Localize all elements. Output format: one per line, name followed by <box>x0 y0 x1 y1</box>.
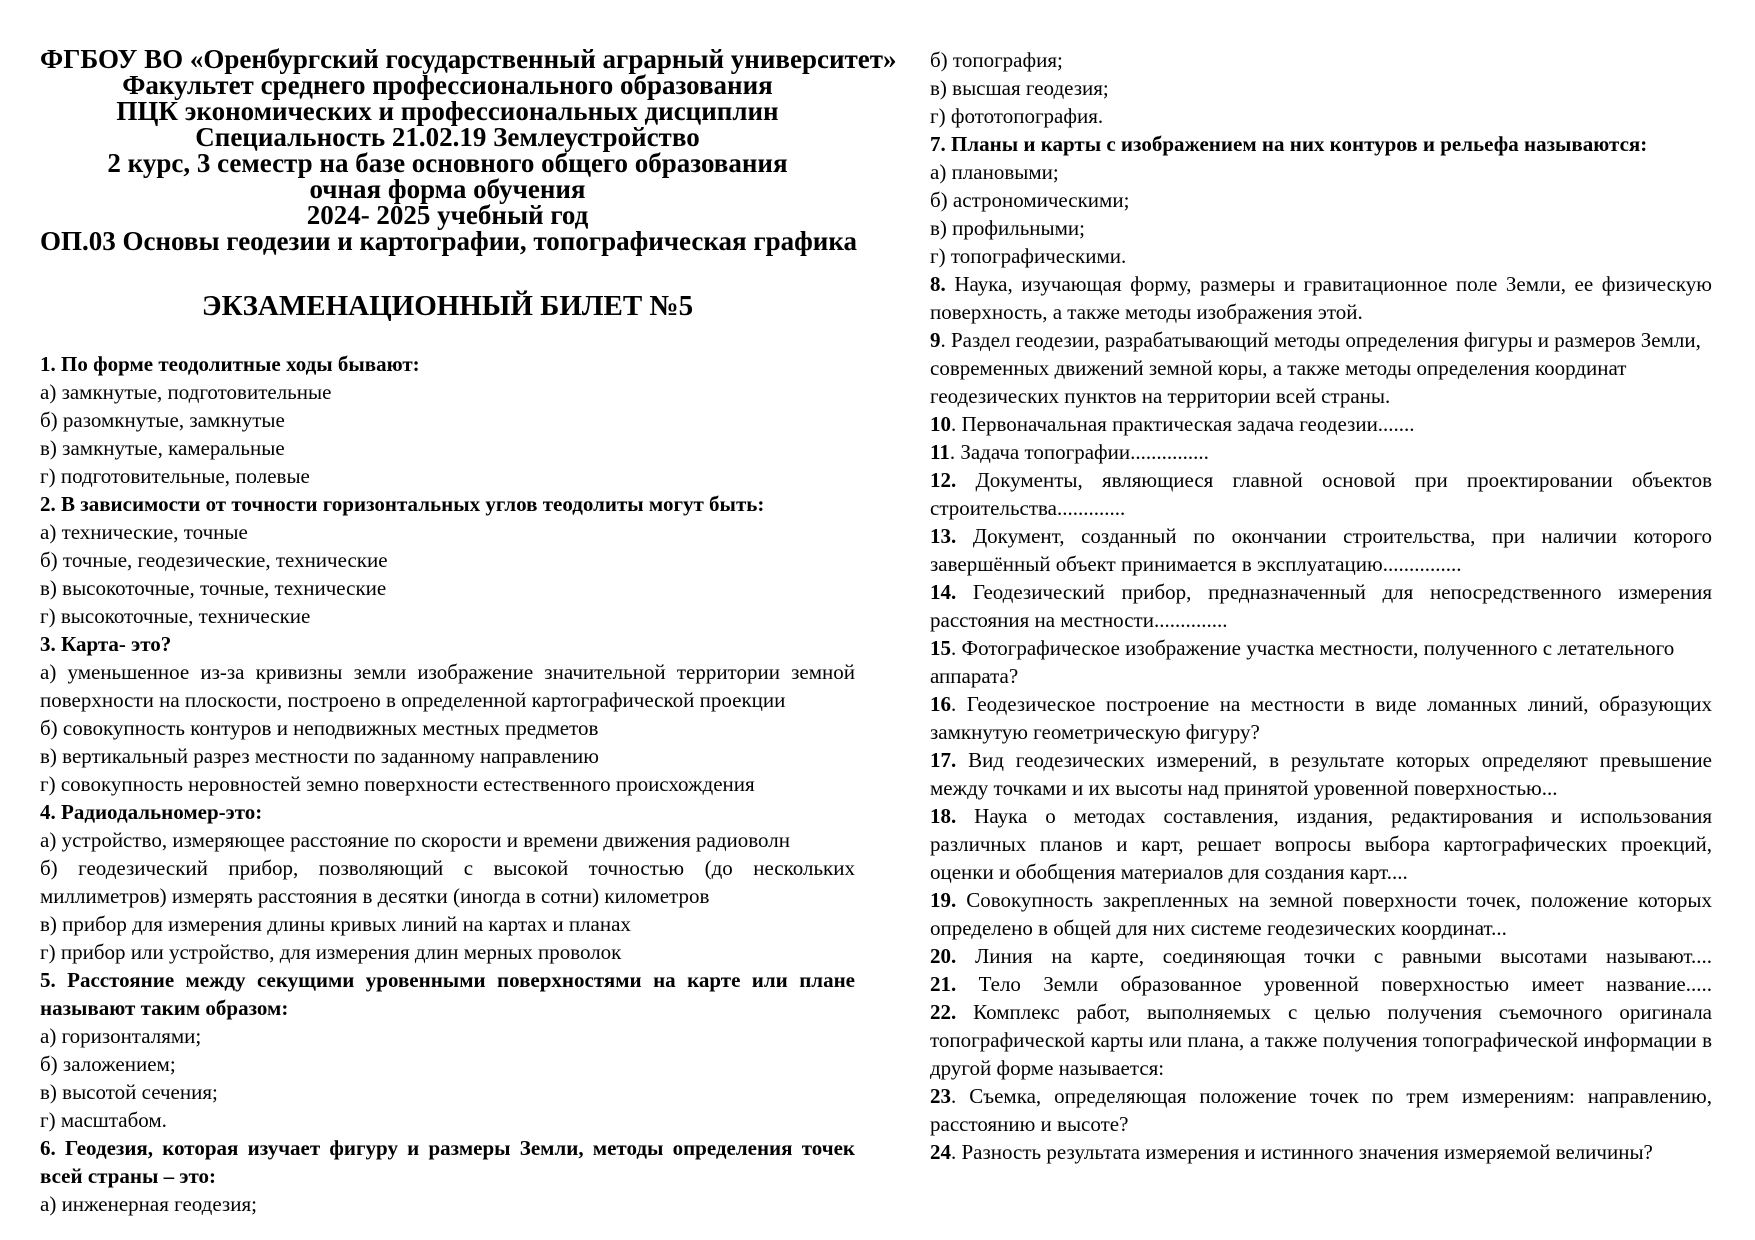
answer-option: г) топографическими. <box>930 244 1127 268</box>
question-number: 23 <box>930 1084 951 1108</box>
question-number: 16 <box>930 692 951 716</box>
left-column <box>40 44 897 1218</box>
answer-option: г) прибор или устройство, для измерения длин мерных проволок <box>40 940 622 964</box>
header-line: очная форма обучения <box>309 174 586 204</box>
question-text: Совокупность закрепленных на земной поверхности точек, положение которых определено в общей для них системе геодезических координат... <box>930 888 1712 940</box>
question-heading: 6. Геодезия, которая изучает фигуру и размеры Земли, методы определения точек всей страны – это: <box>40 1136 855 1188</box>
question-number: 14. <box>930 580 957 604</box>
question-item <box>930 270 1712 326</box>
question-text: Геодезический прибор, предназначенный для непосредственного измерения расстояния на местности.............. <box>930 580 1712 632</box>
question-number: 20. <box>930 944 957 968</box>
question-text: . Первоначальная практическая задача геодезии....... <box>951 412 1415 436</box>
question-item <box>930 578 1712 634</box>
question-item <box>930 802 1712 886</box>
question-item <box>930 746 1712 802</box>
question-item <box>930 886 1712 942</box>
answer-option: а) замкнутые, подготовительные <box>40 380 332 404</box>
question-item <box>930 1138 1712 1166</box>
question-text: . Фотографическое изображение участка местности, полученного с летательного аппарата? <box>930 636 1675 688</box>
question-number: 18. <box>930 804 957 828</box>
right-column <box>930 46 1712 1218</box>
answer-option: в) высотой сечения; <box>40 1080 218 1104</box>
question-number: 17. <box>930 748 957 772</box>
question-item <box>930 410 1712 438</box>
question-text: Наука, изучающая форму, размеры и гравитационное поле Земли, ее физическую поверхность, а также методы изображения этой. <box>930 272 1712 324</box>
question-item <box>930 970 1712 998</box>
question-heading: 7. Планы и карты с изображением на них контуров и рельефа называются: <box>930 132 1648 156</box>
question-text: . Геодезическое построение на местности в виде ломанных линий, образующих замкнутую геометрическую фигуру? <box>930 692 1712 744</box>
answer-option: а) плановыми; <box>930 160 1059 184</box>
answer-option: б) заложением; <box>40 1052 176 1076</box>
header-line: ФГБОУ ВО «Оренбургский государственный аграрный университет» <box>40 44 897 74</box>
question-number: 12. <box>930 468 957 492</box>
question-number: 21. <box>930 972 957 996</box>
answer-option: б) топография; <box>930 48 1063 72</box>
question-text: Документы, являющиеся главной основой при проектировании объектов строительства............. <box>930 468 1712 520</box>
question-text: Документ, созданный по окончании строительства, при наличии которого завершённый объект принимается в эксплуатацию............... <box>930 524 1712 576</box>
answer-option: в) замкнутые, камеральные <box>40 436 285 460</box>
question-number: 19. <box>930 888 957 912</box>
answer-option: г) фототопография. <box>930 104 1104 128</box>
header-line: Специальность 21.02.19 Землеустройство <box>195 122 700 152</box>
answer-option: г) высокоточные, технические <box>40 604 311 628</box>
question-item <box>930 466 1712 522</box>
question-text: Комплекс работ, выполняемых с целью получения съемочного оригинала топографической карты или плана, а также получения топографической информации в другой форме называется: <box>930 1000 1712 1080</box>
question-text: Тело Земли образованное уровенной поверхностью имеет название..... <box>956 972 1712 996</box>
answer-option: б) геодезический прибор, позволяющий с высокой точностью (до нескольких миллиметров) измерять расстояния в десятки (иногда в сотни) километров <box>40 856 855 908</box>
answer-option: а) уменьшенное из-за кривизны земли изображение значительной территории земной поверхности на плоскости, построено в определенной картографической проекции <box>40 660 855 712</box>
question-text: Вид геодезических измерений, в результате которых определяют превышение между точками и их высоты над принятой уровенной поверхностью... <box>930 748 1712 800</box>
answer-option: а) устройство, измеряющее расстояние по скорости и времени движения радиоволн <box>40 828 791 852</box>
question-text: . Раздел геодезии, разрабатывающий методы определения фигуры и размеров Земли, современных движений земной коры, а также методы определения координат геодезических пунктов на территории всей страны. <box>930 328 1701 408</box>
question-number: 9 <box>930 328 941 352</box>
question-heading: 5. Расстояние между секущими уровенными поверхностями на карте или плане называют таким образом: <box>40 968 855 1020</box>
question-text: Линия на карте, соединяющая точки с равными высотами называют.... <box>956 944 1712 968</box>
answer-option: б) астрономическими; <box>930 188 1130 212</box>
answer-option: г) подготовительные, полевые <box>40 464 310 488</box>
answer-option: б) совокупность контуров и неподвижных местных предметов <box>40 716 599 740</box>
answer-option: в) высшая геодезия; <box>930 76 1109 100</box>
answer-option: б) точные, геодезические, технические <box>40 548 388 572</box>
ticket-title: ЭКЗАМЕНАЦИОННЫЙ БИЛЕТ №5 <box>201 290 694 322</box>
question-heading: 3. Карта- это? <box>40 632 172 656</box>
question-text: Наука о методах составления, издания, редактирования и использования различных планов и карт, решает вопросы выбора картографических проекций, оценки и обобщения материалов для создания карт.... <box>930 804 1712 884</box>
question-number: 11 <box>930 440 950 464</box>
question-item <box>930 634 1712 690</box>
column-gap <box>855 46 930 1218</box>
answer-option: б) разомкнутые, замкнутые <box>40 408 285 432</box>
header-line: Факультет среднего профессионального образования <box>122 70 773 100</box>
question-number: 24 <box>930 1140 951 1164</box>
answer-option: г) масштабом. <box>40 1108 167 1132</box>
left-questions <box>40 350 855 1218</box>
question-item <box>930 438 1712 466</box>
answer-option: а) инженерная геодезия; <box>40 1192 257 1216</box>
answer-option: в) прибор для измерения длины кривых линий на картах и планах <box>40 912 631 936</box>
answer-option: в) вертикальный разрез местности по заданному направлению <box>40 744 599 768</box>
header-line: ОП.03 Основы геодезии и картографии, топографическая графика <box>40 226 858 256</box>
question-number: 15 <box>930 636 951 660</box>
question-item <box>930 522 1712 578</box>
answer-option: а) технические, точные <box>40 520 248 544</box>
question-item <box>930 1082 1712 1138</box>
header-line: 2024- 2025 учебный год <box>306 200 589 230</box>
answer-option: а) горизонталями; <box>40 1024 202 1048</box>
answer-option: г) совокупность неровностей земно поверхности естественного происхождения <box>40 772 755 796</box>
question-item <box>930 998 1712 1082</box>
question-number: 8. <box>930 272 946 296</box>
question-heading: 2. В зависимости от точности горизонтальных углов теодолиты могут быть: <box>40 492 765 516</box>
question-heading: 1. По форме теодолитные ходы бывают: <box>40 352 420 376</box>
question-text: . Съемка, определяющая положение точек по трем измерениям: направлению, расстоянию и высоте? <box>930 1084 1712 1136</box>
answer-option: в) высокоточные, точные, технические <box>40 576 387 600</box>
header-line: 2 курс, 3 семестр на базе основного общего образования <box>107 148 788 178</box>
question-text: . Разность результата измерения и истинного значения измеряемой величины? <box>951 1140 1653 1164</box>
document-header <box>40 44 897 256</box>
question-text: . Задача топографии............... <box>949 440 1209 464</box>
question-number: 22. <box>930 1000 957 1024</box>
question-item <box>930 690 1712 746</box>
question-number: 13. <box>930 524 957 548</box>
question-item <box>930 942 1712 970</box>
header-line: ПЦК экономических и профессиональных дисциплин <box>116 96 779 126</box>
answer-option: в) профильными; <box>930 216 1086 240</box>
question-heading: 4. Радиодальномер-это: <box>40 800 263 824</box>
question-item <box>930 326 1712 410</box>
question-number: 10 <box>930 412 951 436</box>
